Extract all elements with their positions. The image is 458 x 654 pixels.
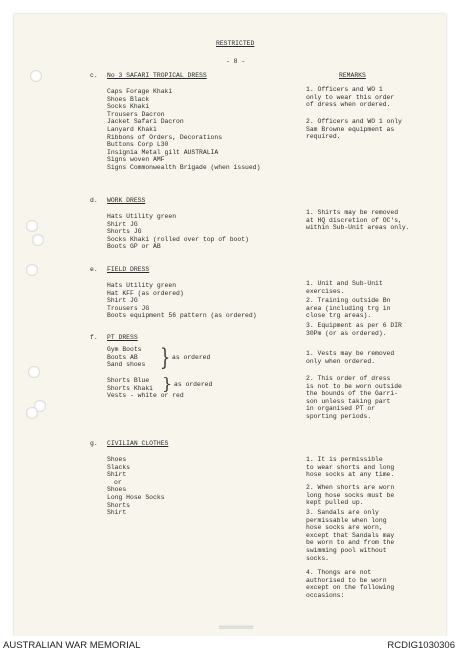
remark-line: required.: [306, 133, 341, 141]
dress-item: Shorts Khaki: [107, 384, 154, 392]
remark-line: only when ordered.: [306, 357, 376, 365]
section-letter: g.: [90, 440, 98, 447]
section-title: CIVILIAN CLOTHES: [107, 440, 169, 447]
dress-item: Boots equipment 56 pattern (as ordered): [107, 312, 257, 320]
dress-item: Long Hose Socks: [107, 494, 165, 501]
remark-line: son unless taking part: [306, 397, 391, 405]
document-page: [14, 14, 446, 636]
dress-item: Shoes: [107, 456, 127, 463]
archive-name: AUSTRALIAN WAR MEMORIAL: [3, 640, 141, 651]
printer-stamp: ▒▒▒▒▒▒▒▒▒▒▒▒▒▒▒▒▒▒▒: [219, 626, 254, 629]
remark-line: except that Sandals may: [306, 531, 395, 539]
brace-symbol: }: [162, 374, 173, 393]
remark-line: authorised to be worn: [306, 576, 387, 584]
dress-item: Hat KFF (as ordered): [107, 289, 184, 297]
remark-line: 3. Sandals are only: [306, 509, 379, 516]
punch-hole: [26, 220, 38, 232]
dress-item: or: [114, 478, 122, 486]
remark-line: 2. Officers and WO 1 only: [306, 118, 402, 125]
remark-line: the bounds of the Garri-: [306, 390, 399, 398]
dress-item: Caps Forage Khaki: [107, 88, 173, 95]
section-letter: d.: [90, 197, 98, 204]
remark-line: hose socks are worn,: [306, 524, 383, 532]
dress-item: Trousers Dacron: [107, 110, 165, 118]
dress-item: Insignia Metal gilt AUSTRALIA: [107, 148, 219, 156]
remark-line: hose socks at any time.: [306, 471, 395, 479]
dress-item: Trousers JG: [107, 304, 150, 312]
remark-line: swimming pool without: [306, 547, 387, 554]
remark-line: within Sub-Unit areas only.: [306, 224, 410, 232]
dress-item: Hats Utility green: [107, 282, 177, 289]
section-title: No 3 SAFARI TROPICAL DRESS: [107, 72, 207, 79]
remark-line: 1. Unit and Sub-Unit: [306, 280, 383, 287]
section-letter: f.: [90, 334, 98, 341]
dress-item: Socks Khaki: [107, 103, 150, 111]
brace-symbol: }: [160, 343, 171, 371]
remark-line: permissable when long: [306, 516, 387, 524]
dress-item: Jacket Safari Dacron: [107, 118, 184, 126]
remark-line: occasions:: [306, 591, 345, 599]
dress-item: Buttons Corp L30: [107, 141, 169, 149]
dress-note: as ordered: [174, 380, 213, 388]
dress-item: Shoes Black: [107, 95, 150, 103]
section-title: FIELD DRESS: [107, 266, 150, 273]
dress-note: as ordered: [172, 353, 211, 361]
dress-item: Shorts Blue: [107, 377, 150, 384]
remark-line: area (including trg in: [306, 304, 391, 312]
remark-line: be worn to and from the: [306, 539, 395, 547]
remark-line: of dress when ordered.: [306, 101, 391, 109]
remark-line: 1. Officers and WO 1: [306, 86, 383, 93]
dress-item: Boots GP or AB: [107, 243, 161, 251]
punch-hole: [30, 70, 42, 82]
remark-line: kept pulled up.: [306, 499, 364, 507]
dress-item: Vests - white or red: [107, 392, 184, 400]
remark-line: long hose socks must be: [306, 491, 395, 499]
remark-line: 2. Training outside Bn: [306, 297, 391, 304]
dress-item: Sand shoes: [107, 361, 146, 369]
dress-item: Gym Boots: [107, 346, 142, 353]
section-title: WORK DRESS: [107, 197, 146, 204]
dress-item: Socks Khaki (rolled over top of boot): [107, 235, 249, 243]
dress-item: Shirt: [107, 471, 127, 479]
dress-item: Signs woven AMF: [107, 156, 165, 164]
remark-line: close trg areas).: [306, 312, 372, 320]
remark-line: in organised PT or: [306, 405, 376, 413]
remark-line: socks.: [306, 554, 330, 562]
section-letter: e.: [90, 266, 98, 273]
remarks-heading: REMARKS: [339, 72, 366, 79]
dress-item: Shirt JG: [107, 297, 138, 305]
classification-heading: RESTRICTED: [216, 40, 255, 47]
dress-item: Shoes: [107, 486, 127, 494]
punch-hole: [26, 264, 38, 276]
remark-line: 3. Equipment as per 6 DIR: [306, 322, 402, 329]
remark-line: at HQ discretion of OC's,: [306, 216, 402, 224]
dress-item: Shirt: [107, 509, 127, 517]
remark-line: is not to be worn outside: [306, 382, 402, 390]
dress-item: Shorts: [107, 501, 131, 509]
remark-line: 1. Shirts may be removed: [306, 209, 399, 216]
dress-item: Lanyard Khaki: [107, 126, 157, 133]
remark-line: except on the following: [306, 584, 395, 592]
section-letter: c.: [90, 72, 98, 79]
remark-line: 2. When shorts are worn: [306, 484, 395, 491]
section-title: PT DRESS: [107, 334, 138, 341]
page-number: - 8 -: [226, 58, 246, 65]
dress-item: Hats Utility green: [107, 213, 177, 220]
dress-item: Boots AB: [107, 353, 138, 361]
dress-item: Slacks: [107, 463, 131, 471]
remark-line: sporting periods.: [306, 413, 372, 420]
remark-line: 1. It is permissible: [306, 456, 383, 463]
remark-line: 4. Thongs are not: [306, 569, 372, 576]
remark-line: only to wear this order: [306, 93, 395, 101]
punch-hole: [26, 407, 38, 419]
remark-line: to wear shorts and long: [306, 463, 395, 471]
remark-line: exercises.: [306, 287, 345, 295]
remark-line: 30Pm (or as ordered).: [306, 329, 387, 337]
remark-line: 2. This order of dress: [306, 375, 391, 382]
dress-item: Shirt JG: [107, 220, 138, 228]
remark-line: 1. Vests may be removed: [306, 350, 395, 357]
dress-item: Shorts JG: [107, 228, 142, 236]
punch-hole: [28, 366, 40, 378]
dress-item: Ribbons of Orders, Decorations: [107, 133, 223, 141]
dress-item: Signs Commonwealth Brigade (when issued): [107, 164, 261, 171]
archive-footer: [0, 636, 458, 654]
remark-line: Sam Browne equipment as: [306, 125, 395, 133]
punch-hole: [32, 234, 44, 246]
archive-reference: RCDIG1030306: [387, 640, 455, 651]
